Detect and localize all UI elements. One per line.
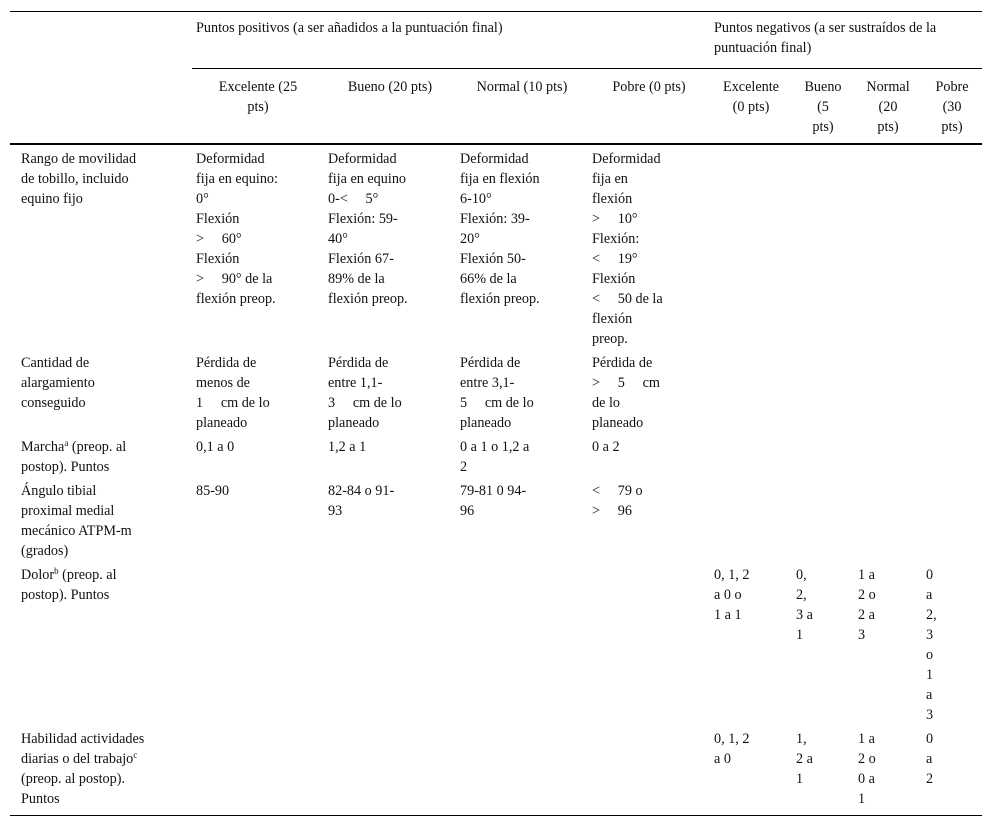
positive-excellent-cell [192, 435, 324, 479]
cell-line: < 79 o [592, 483, 643, 499]
positive-poor-cell [588, 563, 710, 727]
subheader-row [10, 69, 982, 145]
cell-line: 82-84 o 91- [328, 483, 395, 499]
table-row [10, 563, 982, 727]
cell-line: 0 [926, 567, 934, 583]
cell-line: flexión preop. [460, 291, 540, 307]
positive-poor-cell [588, 351, 710, 435]
cell-line: 3 a [796, 607, 813, 623]
positive-points-header: Puntos positivos (a ser añadidos a la puntuación final) [192, 12, 710, 69]
positive-good-cell [324, 435, 456, 479]
row-label [10, 727, 192, 816]
cell-line: flexión preop. [196, 291, 276, 307]
row-label-word: Marcha [21, 439, 65, 455]
cell-line: Flexión 67- [328, 251, 394, 267]
cell-line: planeado [460, 415, 512, 431]
row-label-line: Rango de movilidad [21, 151, 137, 167]
cell-line: 2, [796, 587, 807, 603]
cell-line: 0-< 5° [328, 191, 379, 207]
cell-line: 20° [460, 231, 480, 247]
cell-line: 3 [858, 627, 866, 643]
positive-good-header [324, 69, 456, 145]
negative-excellent-cell [710, 351, 792, 435]
header-text: Bueno (20 pts) [347, 79, 433, 95]
group-header-row [10, 12, 982, 69]
cell-line: > 96 [592, 503, 632, 519]
cell-line: a [926, 587, 933, 603]
table-row [10, 727, 982, 816]
negative-points-header: Puntos negativos (a ser sustraídos de la puntuación final) [710, 12, 982, 69]
positive-good-cell [324, 351, 456, 435]
positive-excellent-cell [192, 563, 324, 727]
row-label [10, 435, 192, 479]
cell-line: 2 [926, 771, 934, 787]
cell-line: Deformidad [196, 151, 265, 167]
cell-line: 2, [926, 607, 937, 623]
cell-line: Flexión [196, 211, 240, 227]
cell-line: planeado [592, 415, 644, 431]
cell-line: 79-81 0 94- [460, 483, 527, 499]
header-text: Normal (10 pts) [476, 79, 568, 95]
cell-line: > 90° de la [196, 271, 273, 287]
negative-normal-header [854, 69, 922, 145]
positive-good-cell [324, 479, 456, 563]
negative-good-cell [792, 144, 854, 351]
cell-line: 1 [926, 667, 934, 683]
cell-line: 1 a [858, 731, 875, 747]
cell-line: Pérdida de [328, 355, 389, 371]
cell-line: Deformidad [592, 151, 661, 167]
cell-line: 2 o [858, 587, 876, 603]
row-label-line: conseguido [21, 395, 86, 411]
row-label-word: diarias o del trabajo [21, 751, 134, 767]
cell-line: a 0 o [714, 587, 742, 603]
cell-line: 89% de la [328, 271, 385, 287]
positive-normal-cell [456, 479, 588, 563]
cell-line: entre 1,1- [328, 375, 383, 391]
negative-excellent-header [710, 69, 792, 145]
cell-line: 6-10° [460, 191, 492, 207]
cell-line: < 19° [592, 251, 638, 267]
header-text: Excelente (25 [218, 79, 298, 95]
negative-good-header [792, 69, 854, 145]
cell-line: 3 cm de lo [328, 395, 402, 411]
row-label-line: Cantidad de [21, 355, 90, 371]
cell-line: 3 [926, 627, 934, 643]
cell-line: Pérdida de [196, 355, 257, 371]
cell-line: flexión preop. [328, 291, 408, 307]
row-label-line: postop). Puntos [21, 587, 110, 603]
scoring-table [10, 11, 982, 816]
empty-corner [10, 12, 192, 69]
cell-line: 1 a [858, 567, 875, 583]
cell-line: Pérdida de [592, 355, 653, 371]
cell-line: Flexión: 59- [328, 211, 398, 227]
row-label-line: mecánico ATPM-m [21, 523, 132, 539]
header-text: Excelente [723, 79, 779, 95]
cell-line: 1,2 a 1 [328, 439, 367, 455]
cell-line: 2 a [858, 607, 875, 623]
positive-poor-header [588, 69, 710, 145]
negative-good-cell [792, 563, 854, 727]
row-label-line: alargamiento [21, 375, 95, 391]
cell-line: 85-90 [196, 483, 230, 499]
negative-good-cell [792, 351, 854, 435]
header-text: Bueno [804, 79, 842, 95]
row-label-line: proximal medial [21, 503, 115, 519]
cell-line: o [926, 647, 934, 663]
positive-normal-cell [456, 144, 588, 351]
cell-line: 1 [796, 771, 804, 787]
cell-line: > 60° [196, 231, 242, 247]
header-text: Pobre (0 pts) [612, 79, 686, 95]
row-label-line: Ángulo tibial [21, 483, 97, 499]
cell-line: 40° [328, 231, 348, 247]
positive-good-cell [324, 563, 456, 727]
negative-poor-cell [922, 144, 982, 351]
row-label-line [21, 749, 188, 769]
row-label [10, 144, 192, 351]
positive-normal-cell [456, 351, 588, 435]
cell-line: Flexión [196, 251, 240, 267]
row-label-line: postop). Puntos [21, 459, 110, 475]
header-text: (30 [942, 99, 962, 115]
table-body [10, 144, 982, 816]
cell-line: Flexión: [592, 231, 640, 247]
cell-line: fija en equino: [196, 171, 278, 187]
row-label [10, 479, 192, 563]
negative-good-cell [792, 479, 854, 563]
positive-poor-cell [588, 144, 710, 351]
negative-poor-cell [922, 351, 982, 435]
negative-excellent-cell [710, 727, 792, 816]
cell-line: 0, 1, 2 [714, 567, 750, 583]
cell-line: 0, 1, 2 [714, 731, 750, 747]
negative-excellent-cell [710, 479, 792, 563]
row-label-word: Dolor [21, 567, 55, 583]
cell-line: a 0 [714, 751, 731, 767]
negative-normal-cell [854, 479, 922, 563]
cell-line: 2 a [796, 751, 813, 767]
positive-excellent-cell [192, 351, 324, 435]
cell-line: 5 cm de lo [460, 395, 534, 411]
cell-line: 1 a 1 [714, 607, 742, 623]
cell-line: 66% de la [460, 271, 517, 287]
empty-subheader [10, 69, 192, 145]
cell-line: < 50 de la [592, 291, 663, 307]
cell-line: 96 [460, 503, 475, 519]
row-label-line: equino fijo [21, 191, 83, 207]
row-label-line [21, 437, 188, 457]
cell-line: Flexión: 39- [460, 211, 530, 227]
positive-excellent-cell [192, 727, 324, 816]
negative-normal-cell [854, 351, 922, 435]
footnote-marker: b [54, 566, 59, 576]
cell-line: 1 [858, 791, 866, 807]
cell-line: 0 a 2 [592, 439, 620, 455]
row-label-line [21, 565, 188, 585]
cell-line: 0 [926, 731, 934, 747]
cell-line: 0 a [858, 771, 875, 787]
positive-normal-cell [456, 563, 588, 727]
cell-line: Pérdida de [460, 355, 521, 371]
cell-line: 0, [796, 567, 807, 583]
header-text: (0 pts) [732, 99, 770, 115]
negative-normal-cell [854, 563, 922, 727]
negative-good-cell [792, 435, 854, 479]
cell-line: 0,1 a 0 [196, 439, 235, 455]
header-text: pts) [812, 119, 834, 135]
cell-line: 1 cm de lo [196, 395, 270, 411]
cell-line: 3 [926, 707, 934, 723]
positive-good-cell [324, 144, 456, 351]
cell-line: 0° [196, 191, 209, 207]
row-label [10, 563, 192, 727]
cell-line: planeado [196, 415, 248, 431]
positive-normal-header [456, 69, 588, 145]
table-row [10, 435, 982, 479]
row-label [10, 351, 192, 435]
cell-line: a [926, 687, 933, 703]
positive-normal-cell [456, 727, 588, 816]
header-text: pts) [941, 119, 963, 135]
header-text: pts) [877, 119, 899, 135]
positive-poor-cell [588, 727, 710, 816]
row-label-line: de tobillo, incluido [21, 171, 129, 187]
cell-line: fija en equino [328, 171, 407, 187]
positive-good-cell [324, 727, 456, 816]
negative-good-cell [792, 727, 854, 816]
cell-line: entre 3,1- [460, 375, 515, 391]
header-text: (5 [817, 99, 829, 115]
cell-line: fija en [592, 171, 628, 187]
positive-poor-cell [588, 435, 710, 479]
table-row [10, 351, 982, 435]
row-label-line: Puntos [21, 791, 60, 807]
negative-poor-cell [922, 563, 982, 727]
positive-excellent-cell [192, 479, 324, 563]
positive-normal-cell [456, 435, 588, 479]
negative-poor-cell [922, 479, 982, 563]
header-text: Pobre [935, 79, 969, 95]
cell-line: planeado [328, 415, 380, 431]
cell-line: Deformidad [460, 151, 529, 167]
footnote-marker: a [64, 438, 69, 448]
negative-normal-cell [854, 727, 922, 816]
cell-line: > 5 cm [592, 375, 660, 391]
cell-line: 0 a 1 o 1,2 a [460, 439, 530, 455]
header-text: pts) [247, 99, 269, 115]
negative-poor-cell [922, 727, 982, 816]
header-text: (20 [878, 99, 898, 115]
row-label-line: (grados) [21, 543, 69, 559]
cell-line: menos de [196, 375, 250, 391]
header-text: Normal [866, 79, 910, 95]
negative-poor-cell [922, 435, 982, 479]
cell-line: 1 [796, 627, 804, 643]
cell-line: Flexión 50- [460, 251, 526, 267]
cell-line: fija en flexión [460, 171, 540, 187]
positive-poor-cell [588, 479, 710, 563]
cell-line: 2 o [858, 751, 876, 767]
cell-line: de lo [592, 395, 620, 411]
negative-excellent-cell [710, 435, 792, 479]
cell-line: preop. [592, 331, 628, 347]
negative-excellent-cell [710, 563, 792, 727]
positive-excellent-header [192, 69, 324, 145]
cell-line: Deformidad [328, 151, 397, 167]
row-label-rest: (preop. al [68, 439, 127, 455]
cell-line: > 10° [592, 211, 638, 227]
row-label-line: Habilidad actividades [21, 731, 145, 747]
table-row [10, 144, 982, 351]
negative-poor-header [922, 69, 982, 145]
footnote-marker: c [133, 750, 138, 760]
cell-line: flexión [592, 191, 633, 207]
cell-line: 93 [328, 503, 343, 519]
cell-line: Flexión [592, 271, 636, 287]
cell-line: flexión [592, 311, 633, 327]
row-label-line: (preop. al postop). [21, 771, 126, 787]
negative-normal-cell [854, 144, 922, 351]
negative-excellent-cell [710, 144, 792, 351]
row-label-rest: (preop. al [58, 567, 117, 583]
cell-line: a [926, 751, 933, 767]
table-row [10, 479, 982, 563]
cell-line: 2 [460, 459, 468, 475]
negative-normal-cell [854, 435, 922, 479]
positive-excellent-cell [192, 144, 324, 351]
cell-line: 1, [796, 731, 807, 747]
